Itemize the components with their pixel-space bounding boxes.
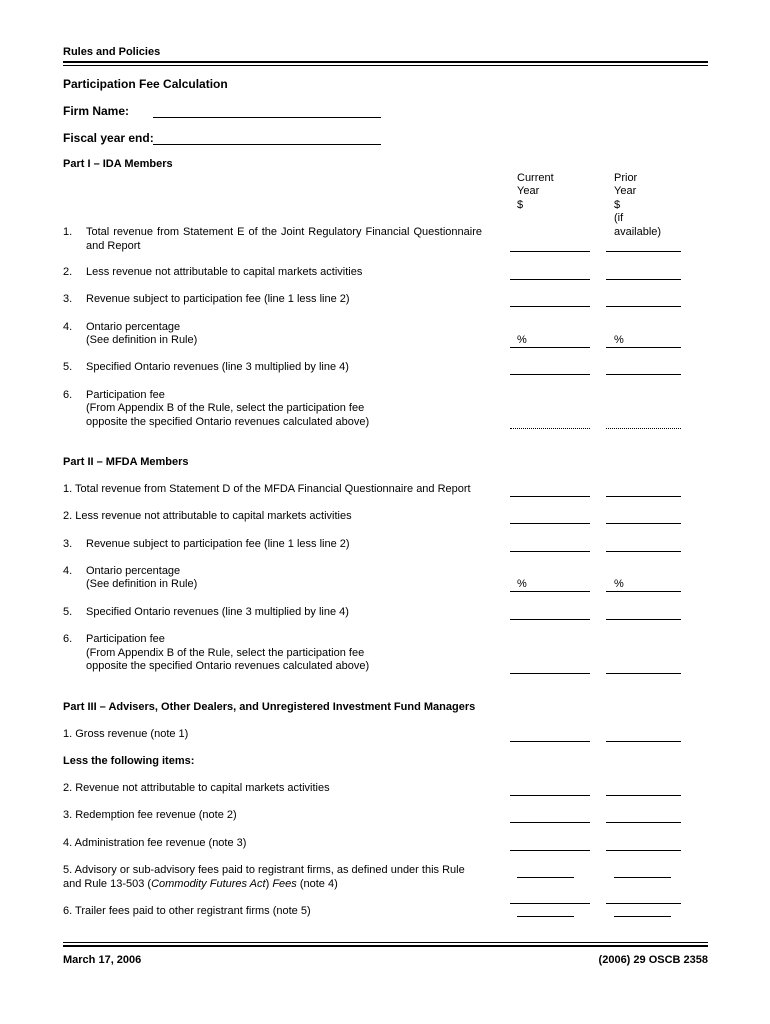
- percent-sign: %: [517, 334, 527, 346]
- firm-name-field[interactable]: [153, 117, 381, 118]
- current-year-field[interactable]: [510, 822, 590, 823]
- part1-item-text: Less revenue not attributable to capital markets activities: [86, 266, 363, 278]
- current-year-field[interactable]: [510, 279, 590, 280]
- part3-item-text: 6. Trailer fees paid to other registrant firms (note 5): [63, 905, 311, 917]
- prior-year-field[interactable]: [606, 795, 681, 796]
- part1-item-text: Revenue subject to participation fee (line 1 less line 2): [86, 293, 350, 305]
- part1-item-text: Specified Ontario revenues (line 3 multiplied by line 4): [86, 361, 349, 373]
- prior-year-field[interactable]: [606, 741, 681, 742]
- current-year-field[interactable]: [510, 306, 590, 307]
- part1-item-text: (From Appendix B of the Rule, select the participation fee: [86, 402, 365, 414]
- footer-rule-top: [63, 942, 708, 943]
- prior-year-field[interactable]: [606, 903, 681, 904]
- footer-rule-bottom: [63, 945, 708, 947]
- part2-heading: Part II – MFDA Members: [63, 456, 189, 468]
- current-year-field[interactable]: [517, 916, 574, 917]
- part3-item-text: 2. Revenue not attributable to capital markets activities: [63, 782, 330, 794]
- part3-heading: Part III – Advisers, Other Dealers, and Unregistered Investment Fund Managers: [63, 701, 476, 713]
- part2-item-text: 1. Total revenue from Statement D of the MFDA Financial Questionnaire and Report: [63, 483, 471, 495]
- page-title: Participation Fee Calculation: [63, 77, 228, 91]
- part1-item-number: 5.: [63, 361, 73, 373]
- part2-item-text: (See definition in Rule): [86, 578, 198, 590]
- part2-item-text: Revenue subject to participation fee (line 1 less line 2): [86, 538, 350, 550]
- current-year-field[interactable]: [510, 551, 590, 552]
- percent-sign: %: [517, 578, 527, 590]
- prior-year-field[interactable]: [606, 619, 681, 620]
- part2-item-number: 6.: [63, 633, 73, 645]
- fiscal-year-label: Fiscal year end:: [63, 131, 154, 145]
- prior-year-field[interactable]: [606, 523, 681, 524]
- prior-year-field[interactable]: [606, 251, 681, 252]
- part1-item-number: 2.: [63, 266, 73, 278]
- fiscal-year-field[interactable]: [153, 144, 381, 145]
- prior-year-field[interactable]: [606, 374, 681, 375]
- prior-year-field[interactable]: [606, 428, 681, 429]
- prior-year-field[interactable]: [614, 877, 671, 878]
- prior-year-field[interactable]: [606, 496, 681, 497]
- current-year-field[interactable]: [510, 619, 590, 620]
- prior-year-field[interactable]: [606, 551, 681, 552]
- header-rule-top: [63, 61, 708, 63]
- current-year-field[interactable]: [510, 523, 590, 524]
- part1-item-text: Participation fee: [86, 389, 165, 401]
- part1-item-number: 3.: [63, 293, 73, 305]
- current-year-percent-field[interactable]: [510, 591, 590, 592]
- part2-item-text: 2. Less revenue not attributable to capital markets activities: [63, 510, 352, 522]
- part2-item-text: Specified Ontario revenues (line 3 multiplied by line 4): [86, 606, 349, 618]
- part2-item-text: opposite the specified Ontario revenues calculated above): [86, 660, 370, 672]
- current-year-field[interactable]: [510, 673, 590, 674]
- part1-item-number: 4.: [63, 321, 73, 333]
- current-year-field[interactable]: [510, 795, 590, 796]
- part2-item-text: Participation fee: [86, 633, 165, 645]
- part1-item-text: opposite the specified Ontario revenues calculated above): [86, 416, 370, 428]
- prior-year-field[interactable]: [614, 916, 671, 917]
- part3-item-text: 4. Administration fee revenue (note 3): [63, 837, 247, 849]
- prior-year-field[interactable]: [606, 279, 681, 280]
- prior-year-field[interactable]: [606, 306, 681, 307]
- part1-item-number: 1.: [63, 226, 73, 238]
- part1-item-number: 6.: [63, 389, 73, 401]
- current-year-field[interactable]: [510, 428, 590, 429]
- part1-item-text: Ontario percentage: [86, 321, 181, 333]
- prior-year-percent-field[interactable]: [606, 591, 681, 592]
- prior-year-field[interactable]: [606, 822, 681, 823]
- current-year-field[interactable]: [510, 903, 590, 904]
- current-year-field[interactable]: [510, 251, 590, 252]
- footer-date: March 17, 2006: [63, 954, 142, 966]
- current-year-field[interactable]: [517, 877, 574, 878]
- part2-item-number: 4.: [63, 565, 73, 577]
- firm-name-label: Firm Name:: [63, 104, 130, 118]
- part1-item-text: Total revenue from Statement E of the Joint Regulatory Financial Questionnaire and Report: [86, 226, 482, 252]
- part1-heading: Part I – IDA Members: [63, 158, 173, 170]
- percent-sign: %: [614, 334, 624, 346]
- prior-year-percent-field[interactable]: [606, 347, 681, 348]
- part3-item-text: 5. Advisory or sub-advisory fees paid to registrant firms, as defined under this Rule: [63, 864, 465, 876]
- part3-item-text: 1. Gross revenue (note 1): [63, 728, 189, 740]
- part2-item-text: (From Appendix B of the Rule, select the participation fee: [86, 647, 365, 659]
- percent-sign: %: [614, 578, 624, 590]
- part3-item-text: 3. Redemption fee revenue (note 2): [63, 809, 237, 821]
- footer-citation: (2006) 29 OSCB 2358: [598, 954, 708, 966]
- current-year-field[interactable]: [510, 374, 590, 375]
- header-rule-bottom: [63, 65, 708, 66]
- less-items-heading: Less the following items:: [63, 755, 195, 767]
- header-section: Rules and Policies: [63, 46, 161, 58]
- current-year-field[interactable]: [510, 496, 590, 497]
- part2-item-text: Ontario percentage: [86, 565, 181, 577]
- part2-item-number: 3.: [63, 538, 73, 550]
- part2-item-number: 5.: [63, 606, 73, 618]
- current-year-field[interactable]: [510, 741, 590, 742]
- current-year-percent-field[interactable]: [510, 347, 590, 348]
- prior-year-field[interactable]: [606, 673, 681, 674]
- current-year-field[interactable]: [510, 850, 590, 851]
- prior-year-field[interactable]: [606, 850, 681, 851]
- part1-item-text: (See definition in Rule): [86, 334, 198, 346]
- part3-item-text: and Rule 13-503 (Commodity Futures Act) Fees (note 4): [63, 878, 338, 890]
